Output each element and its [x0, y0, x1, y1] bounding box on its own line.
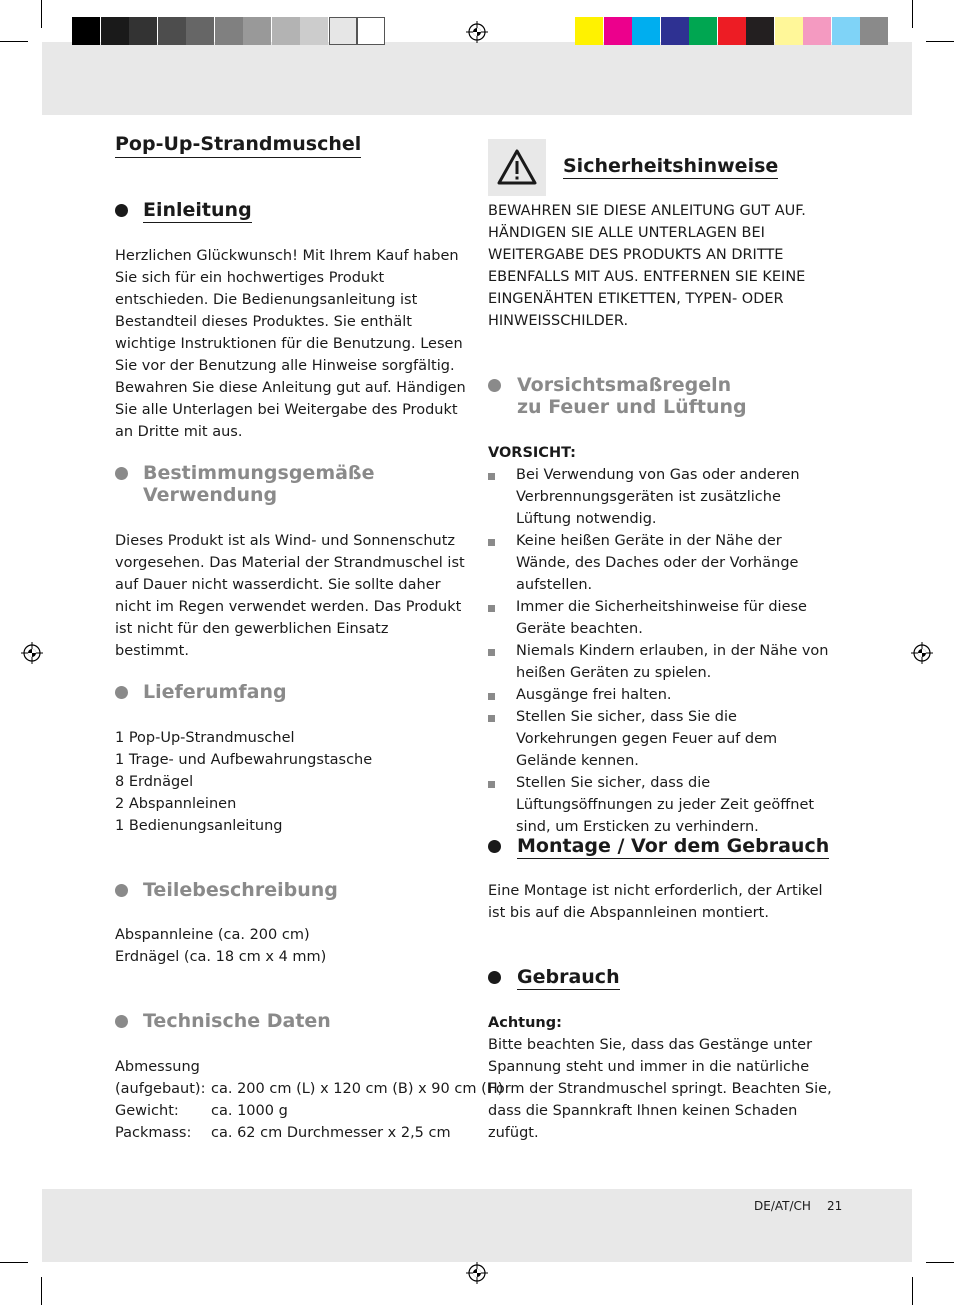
color-swatch — [661, 17, 689, 45]
crop-mark — [0, 1262, 28, 1263]
color-swatch — [604, 17, 632, 45]
color-swatch — [860, 17, 888, 45]
list-item: 8 Erdnägel — [115, 774, 194, 790]
table-cell: (aufgebaut): — [115, 1081, 206, 1097]
gray-swatch — [101, 17, 129, 45]
heading-sicherheitshinweise: Sicherheitshinweise — [563, 155, 779, 177]
section-bullet-icon — [115, 204, 128, 217]
gray-swatch — [158, 17, 186, 45]
gray-swatch — [72, 17, 100, 45]
header-band — [42, 42, 912, 115]
square-bullet-icon — [488, 693, 495, 700]
square-bullet-icon — [488, 649, 495, 656]
list-item: Bei Verwendung von Gas oder anderen Verbrennungsgeräten ist zusätzliche Lüftung notwendig. — [488, 464, 838, 530]
table-row — [115, 1100, 503, 1122]
gray-swatch — [243, 17, 271, 45]
table-row — [115, 1122, 503, 1144]
table-row — [115, 1056, 503, 1078]
list-item: Abspannleine (ca. 200 cm) — [115, 927, 310, 943]
list-item: Stellen Sie sicher, dass Sie die Vorkehrungen gegen Feuer auf dem Gelände kennen. — [488, 706, 838, 772]
section-bullet-icon — [115, 1015, 128, 1028]
list-item: Keine heißen Geräte in der Nähe der Wände, des Daches oder der Vorhänge aufstellen. — [488, 530, 838, 596]
list-item: 2 Abspannleinen — [115, 796, 237, 812]
list-item: Stellen Sie sicher, dass die Lüftungsöffnungen zu jeder Zeit geöffnet sind, um Ersticken zu verhindern. — [488, 772, 838, 838]
gray-swatch — [215, 17, 243, 45]
heading-lieferumfang: Lieferumfang — [143, 681, 287, 703]
square-bullet-icon — [488, 781, 495, 788]
page-title: Pop-Up-Strandmuschel — [115, 133, 361, 158]
square-bullet-icon — [488, 539, 495, 546]
heading-vorsichtsmassregeln: Vorsichtsmaßregeln zu Feuer und Lüftung — [517, 374, 747, 418]
list-item: Niemals Kindern erlauben, in der Nähe von heißen Geräten zu spielen. — [488, 640, 838, 684]
crop-mark — [912, 1277, 913, 1305]
section-bullet-icon — [115, 467, 128, 480]
gray-swatch — [186, 17, 214, 45]
table-cell: Gewicht: — [115, 1103, 179, 1119]
crop-mark — [0, 41, 28, 42]
technical-data-table — [115, 1056, 503, 1144]
table-cell: ca. 200 cm (L) x 120 cm (B) x 90 cm (H) — [211, 1081, 504, 1097]
registration-mark-icon — [21, 642, 43, 664]
heading-gebrauch: Gebrauch — [517, 966, 620, 988]
gebrauch-label: Achtung: — [488, 1015, 562, 1031]
table-cell: Abmessung — [115, 1059, 200, 1075]
lieferumfang-list — [115, 727, 465, 837]
footer-region: DE/AT/CH — [754, 1199, 811, 1213]
list-item: 1 Trage- und Aufbewahrungstasche — [115, 752, 373, 768]
list-item: Immer die Sicherheitshinweise für diese Geräte beachten. — [488, 596, 838, 640]
einleitung-text: Herzlichen Glückwunsch! Mit Ihrem Kauf haben Sie sich für ein hochwertiges Produkt entschieden. Die Bedienungsanleitung ist Bestandteil dieses Produktes. Sie enthält wichtige Instruktionen für die Benutzung. Lesen Sie vor der Benutzung alle Hinweise sorgfältig. Bewahren Sie diese Anleitung gut auf. Händigen Sie alle Unterlagen bei Weitergabe des Produkt an Dritte mit aus. — [115, 248, 466, 440]
square-bullet-icon — [488, 715, 495, 722]
registration-mark-icon — [911, 642, 933, 664]
warning-triangle-icon — [488, 139, 546, 196]
heading-einleitung: Einleitung — [143, 199, 252, 221]
list-item: Erdnägel (ca. 18 cm x 4 mm) — [115, 949, 327, 965]
color-swatch — [718, 17, 746, 45]
heading-montage: Montage / Vor dem Gebrauch — [517, 835, 830, 857]
gray-swatch — [329, 17, 357, 45]
list-item: 1 Pop-Up-Strandmuschel — [115, 730, 295, 746]
color-swatch — [632, 17, 660, 45]
section-bullet-icon — [115, 686, 128, 699]
square-bullet-icon — [488, 473, 495, 480]
registration-mark-icon — [466, 21, 488, 43]
table-cell: Packmass: — [115, 1125, 192, 1141]
gray-swatch — [357, 17, 385, 45]
color-swatch — [689, 17, 717, 45]
montage-text: Eine Montage ist nicht erforderlich, der Artikel ist bis auf die Abspannleinen montiert. — [488, 883, 823, 921]
teile-list — [115, 924, 465, 968]
gebrauch-text: Bitte beachten Sie, dass das Gestänge unter Spannung steht und immer in die natürliche Form der Strandmuschel springt. Beachten Sie, dass die Spannkraft Ihnen keinen Schaden zufügt. — [488, 1037, 832, 1141]
list-item: Ausgänge frei halten. — [488, 684, 838, 706]
color-swatch — [775, 17, 803, 45]
bestimmung-text: Dieses Produkt ist als Wind- und Sonnenschutz vorgesehen. Das Material der Strandmuschel ist auf Dauer nicht wasserdicht. Sie sollte daher nicht im Regen verwendet werden. Das Produkt ist nicht für den gewerblichen Einsatz bestimmt. — [115, 533, 465, 659]
section-bullet-icon — [115, 884, 128, 897]
gray-swatch — [300, 17, 328, 45]
registration-mark-icon — [466, 1262, 488, 1284]
color-swatch — [746, 17, 774, 45]
table-cell: ca. 1000 g — [211, 1103, 288, 1119]
table-row — [115, 1078, 503, 1100]
vorsicht-list — [488, 464, 838, 838]
crop-mark — [41, 0, 42, 28]
color-swatch — [832, 17, 860, 45]
gray-swatch — [129, 17, 157, 45]
table-cell: ca. 62 cm Durchmesser x 2,5 cm — [211, 1125, 451, 1141]
gray-swatch — [272, 17, 300, 45]
table-cell — [211, 1056, 503, 1078]
crop-mark — [912, 0, 913, 28]
section-bullet-icon — [488, 971, 501, 984]
page-number: 21 — [827, 1199, 843, 1213]
heading-teilebeschreibung: Teilebeschreibung — [143, 879, 338, 901]
crop-mark — [926, 1262, 954, 1263]
color-swatch — [575, 17, 603, 45]
section-bullet-icon — [488, 840, 501, 853]
vorsicht-label: VORSICHT: — [488, 445, 576, 461]
crop-mark — [41, 1277, 42, 1305]
sicherheit-text: BEWAHREN SIE DIESE ANLEITUNG GUT AUF. HÄNDIGEN SIE ALLE UNTERLAGEN BEI WEITERGABE DES PRODUKTS AN DRITTE EBENFALLS MIT AUS. ENTFERNEN SIE KEINE EINGENÄHTEN ETIKETTEN, TYPEN- ODER HINWEISSCHILDER. — [488, 203, 806, 329]
heading-technische-daten: Technische Daten — [143, 1010, 331, 1032]
color-swatch — [803, 17, 831, 45]
section-bullet-icon — [488, 379, 501, 392]
list-item: 1 Bedienungsanleitung — [115, 818, 283, 834]
square-bullet-icon — [488, 605, 495, 612]
warning-box — [488, 139, 546, 196]
heading-bestimmung: Bestimmungsgemäße Verwendung — [143, 462, 375, 506]
crop-mark — [926, 41, 954, 42]
